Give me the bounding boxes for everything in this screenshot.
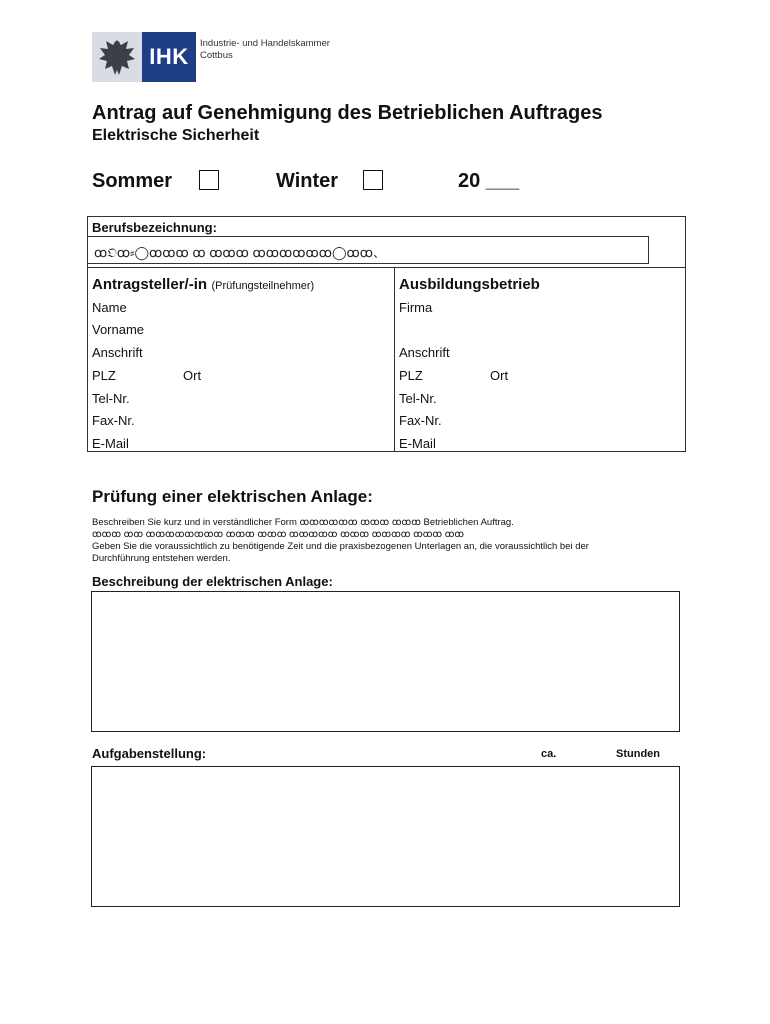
logo-ihk: IHK [142,32,196,82]
applicant-heading-text: Antragsteller/-in [92,276,208,293]
applicant-fax-field[interactable]: Fax-Nr. [92,413,135,428]
instruction-line-2: ꝏꝏꝏ ꝏꝏ ꝏꝏꝏꝏꝏꝏꝏꝏ ꝏꝏꝏ ꝏꝏꝏ ꝏꝏꝏꝏꝏ ꝏꝏꝏ ꝏꝏꝏꝏ ꝏꝏꝏ ꝏꝏ [92,529,465,540]
company-address-field[interactable]: Anschrift [399,345,450,360]
company-heading: Ausbildungsbetrieb [399,276,540,293]
logo-chamber-name [200,38,330,62]
hours-ca-label: ca. [541,748,557,760]
logo-line-1: Industrie- und Handelskammer [200,38,330,49]
company-name-field[interactable]: Firma [399,300,433,315]
applicant-heading [92,276,314,294]
profession-input[interactable] [87,236,649,264]
summer-label: Sommer [92,170,173,192]
company-phone-field[interactable]: Tel-Nr. [399,391,437,406]
task-label: Aufgabenstellung: [92,746,207,761]
section-heading: Prüfung einer elektrischen Anlage: [92,487,373,506]
winter-label: Winter [276,170,339,192]
task-textarea[interactable] [91,766,680,907]
profession-label: Berufsbezeichnung: [92,220,217,235]
applicant-phone-field[interactable]: Tel-Nr. [92,391,130,406]
page-title: Antrag auf Genehmigung des Betrieblichen Auftrages [92,102,603,124]
winter-checkbox[interactable] [363,170,383,190]
instruction-line-1: Beschreiben Sie kurz und in verständlicher Form ꝏꝏꝏꝏꝏꝏ ꝏꝏꝏ ꝏꝏꝏ Betrieblichen Auftrag. [92,517,514,528]
summer-checkbox[interactable] [199,170,219,190]
profession-value: ꝏ𝔒ꝏ⸗◯ꝏꝏꝏ ꝏ ꝏꝏꝏ ꝏꝏꝏꝏꝏꝏ◯ꝏꝏ、 [94,245,387,260]
description-label: Beschreibung der elektrischen Anlage: [92,574,333,589]
applicant-name-field[interactable]: Name [92,300,127,315]
year-field[interactable]: 20 ___ [458,170,520,192]
applicant-heading-note: (Prüfungsteilnehmer) [211,280,315,292]
company-fax-field[interactable]: Fax-Nr. [399,413,442,428]
logo-eagle-icon [92,32,142,82]
divider [87,267,686,268]
applicant-zip-field[interactable]: PLZ [92,368,116,383]
hours-label: Stunden [616,748,660,760]
logo-line-2: Cottbus [200,50,233,61]
section-instructions [92,517,692,565]
applicant-address-field[interactable]: Anschrift [92,345,143,360]
applicant-firstname-field[interactable]: Vorname [92,322,145,337]
column-divider [394,267,395,452]
company-city-field[interactable]: Ort [490,368,509,383]
page-subtitle: Elektrische Sicherheit [92,127,260,144]
applicant-city-field[interactable]: Ort [183,368,202,383]
description-textarea[interactable] [91,591,680,732]
instruction-line-3: Geben Sie die voraussichtlich zu benötigende Zeit und die praxisbezogenen Unterlagen an, die voraussichtlich bei der [92,541,589,552]
instruction-line-4: Durchführung entstehen werden. [92,553,231,564]
applicant-email-field[interactable]: E-Mail [92,436,129,451]
company-zip-field[interactable]: PLZ [399,368,423,383]
company-email-field[interactable]: E-Mail [399,436,436,451]
